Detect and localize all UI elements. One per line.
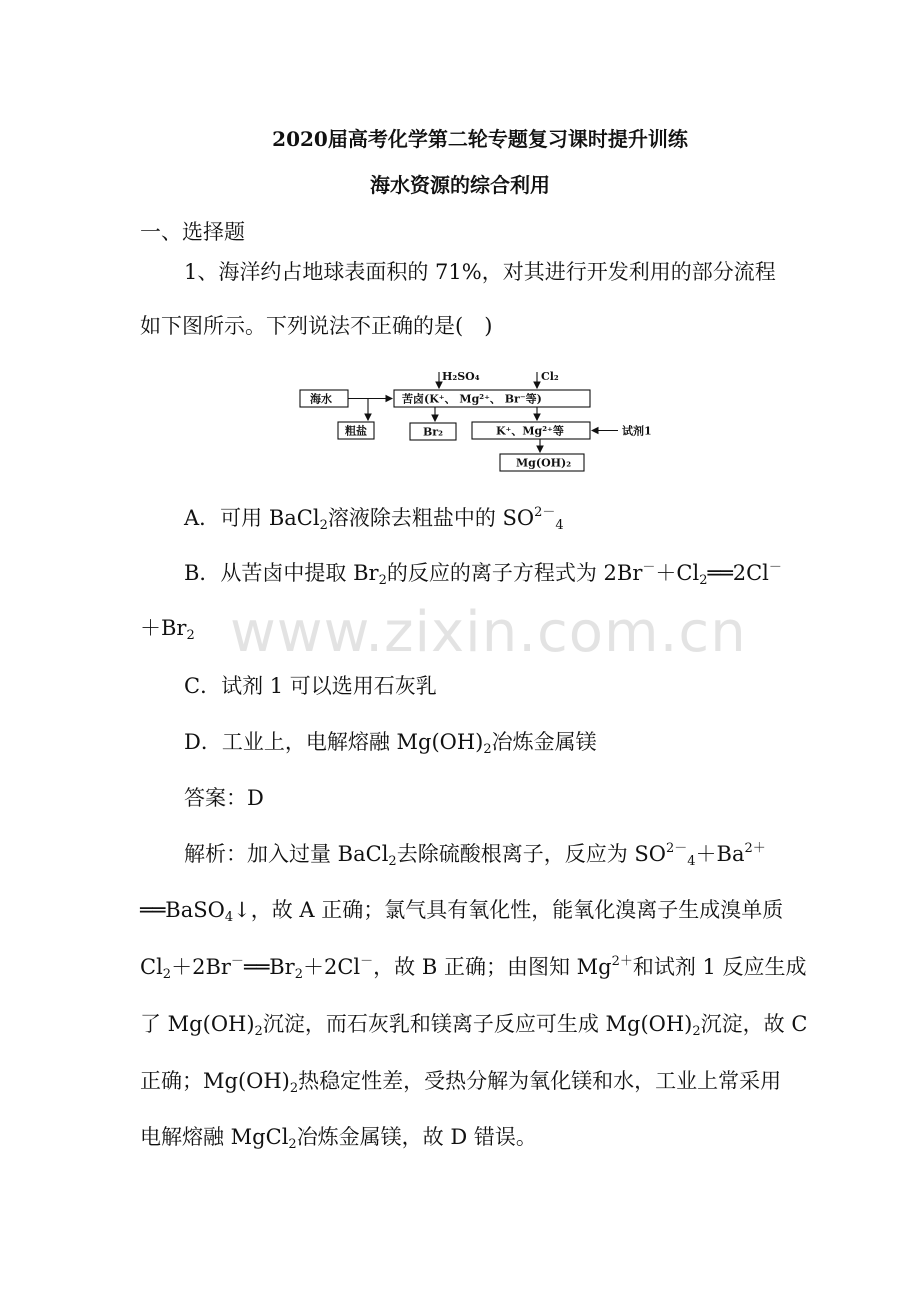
br2-label: Br₂: [423, 425, 443, 439]
option-b: B．从苦卤中提取 $Br_2$的反应的离子方程式为 $2Br^-+Cl_2══2Cl^-$: [184, 560, 782, 588]
analysis-line1: 解析：加入过量 BaCl$_2$去除硫酸根离子，反应为 $SO^{2-}_4+Ba^{2+}$: [184, 841, 766, 869]
reagent-label: 试剂1: [622, 424, 652, 438]
analysis-line6: 电解熔融 MgCl$_2$冶炼金属镁，故 D 错误。: [140, 1125, 537, 1152]
seawater-label: 海水: [310, 392, 332, 406]
answer-text: 答案：D: [184, 786, 264, 810]
analysis-line2: ══BaSO$_4$↓，故 A 正确；氯气具有氧化性，能氧化溴离子生成溴单质: [140, 898, 784, 925]
analysis-line4: 了 $Mg(OH)_2$沉淀，而石灰乳和镁离子反应可生成 $Mg(OH)_2$沉淀，故 C: [140, 1012, 808, 1039]
document-subtitle: 海水资源的综合利用: [370, 173, 550, 197]
residue-label: K⁺、Mg²⁺等: [496, 424, 564, 438]
document-title: 2020届高考化学第二轮专题复习课时提升训练: [272, 127, 688, 151]
watermark: www.zixin.com.cn: [230, 600, 747, 665]
option-d: D．工业上，电解熔融 $Mg(OH)_2$冶炼金属镁: [184, 730, 597, 757]
cl2-label: Cl₂: [541, 370, 559, 383]
brine-label: 苦卤(K⁺、 Mg²⁺、 Br⁻等): [402, 392, 542, 406]
question-text-line2: 如下图所示。下列说法不正确的是( ): [140, 314, 493, 338]
option-a: A．可用 BaCl$_2$溶液除去粗盐中的 $SO^{2-}_4$: [184, 505, 564, 533]
h2so4-label: H₂SO₄: [442, 370, 480, 383]
product-label: Mg(OH)₂: [516, 456, 572, 470]
option-c: C．试剂 1 可以选用石灰乳: [184, 674, 437, 698]
crude-salt-label: 粗盐: [345, 424, 367, 438]
section-heading: 一、选择题: [140, 220, 245, 244]
analysis-line3: $Cl_2+2Br^-══Br_2+2Cl^-$，故 B 正确；由图知 $Mg^{2+}$和试剂 1 反应生成: [140, 954, 807, 982]
option-b-continued: $+Br_2$: [140, 616, 195, 643]
analysis-line5: 正确；$Mg(OH)_2$热稳定性差，受热分解为氧化镁和水，工业上常采用: [140, 1069, 782, 1096]
process-flow-diagram: [290, 364, 670, 476]
question-text-line1: 1、海洋约占地球表面积的 71%，对其进行开发利用的部分流程: [184, 260, 776, 284]
